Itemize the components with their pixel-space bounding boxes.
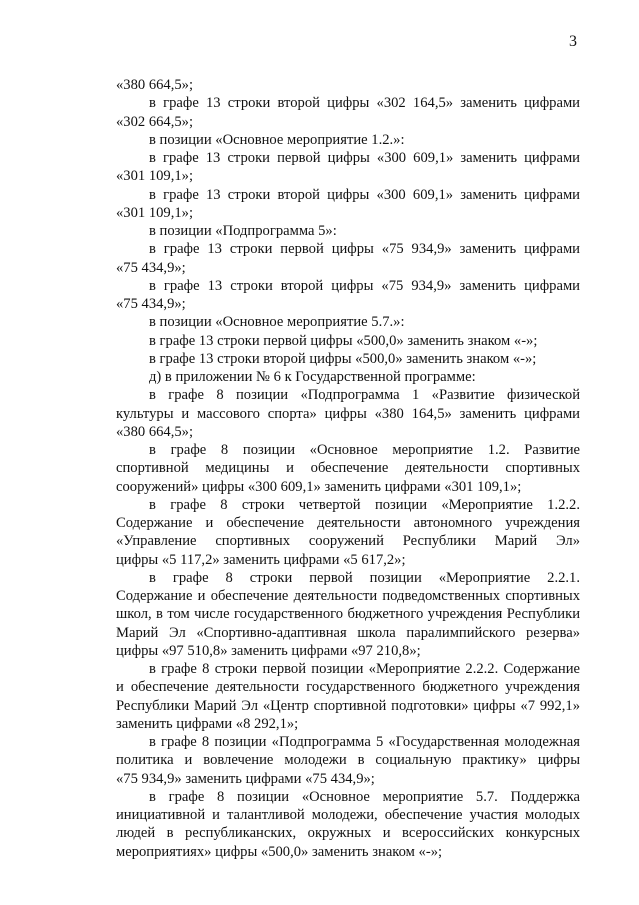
text-line: в графе 8 позиции «Подпрограмма 5 «Государственная молодежная [149,734,580,750]
text-line: в графе 8 строки первой позиции «Мероприятие 2.2.1. [149,569,580,586]
text-line: «Управление спортивных сооружений Республики Марий Эл» [116,533,580,550]
text-line: цифры «97 510,8» заменить цифрами «97 210,8»; [116,642,421,659]
text-line: мероприятиях» цифры «500,0» заменить знаком «-»; [116,843,443,860]
text-line: инициативной и талантливой молодежи, обеспечение участия молодых [116,807,580,823]
text-line: д) в приложении № 6 к Государственной программе: [149,369,476,385]
text-line: в графе 13 строки первой цифры «75 934,9» заменить цифрами [149,241,580,258]
text-line: школ, в том числе государственного бюджетного учреждения Республики [116,606,580,623]
text-line: людей в республиканских, окружных и всероссийских конкурсных [116,825,580,842]
text-line: в графе 13 строки первой цифры «500,0» заменить знаком «-»; [149,332,538,349]
text-line: в графе 8 позиции «Основное мероприятие 1.2. Развитие [149,442,580,458]
text-line: Содержание и обеспечение деятельности подведомственных спортивных [116,588,580,604]
text-line: культуры и массового спорта» цифры «380 164,5» заменить цифрами [116,405,580,422]
text-line: в графе 13 строки второй цифры «300 609,1» заменить цифрами [149,186,580,203]
text-line: в графе 8 строки четвертой позиции «Мероприятие 1.2.2. [149,496,580,513]
text-line: в графе 13 строки второй цифры «75 934,9» заменить цифрами [149,277,580,294]
text-line: Республики Марий Эл «Центр спортивной подготовки» цифры «7 992,1» [116,697,580,714]
text-line: в графе 8 позиции «Подпрограмма 1 «Развитие физической [149,387,580,404]
text-line: в позиции «Подпрограмма 5»: [149,223,337,239]
text-line: цифры «5 117,2» заменить цифрами «5 617,2»; [116,551,406,568]
text-line: заменить цифрами «8 292,1»; [116,715,299,732]
page-number: 3 [569,33,577,50]
text-line: и обеспечение деятельности государственного бюджетного учреждения [116,679,580,696]
text-line: политика и вовлечение молодежи в социальную практику» цифры [116,752,580,769]
text-line: «380 664,5»; [116,423,194,440]
text-line: «75 934,9» заменить цифрами «75 434,9»; [116,770,375,787]
text-line: в графе 8 строки первой позиции «Мероприятие 2.2.2. Содержание [149,661,580,677]
text-line: «301 109,1»; [116,204,194,221]
text-line: в позиции «Основное мероприятие 1.2.»: [149,131,405,148]
text-line: «75 434,9»; [116,259,186,276]
text-line: в позиции «Основное мероприятие 5.7.»: [149,314,405,331]
text-line: Марий Эл «Спортивно-адаптивная школа паралимпийского резерва» [116,624,580,641]
text-line: в графе 13 строки первой цифры «300 609,1» заменить цифрами [149,150,580,166]
text-line: «301 109,1»; [116,168,194,185]
text-line: спортивной медицины и обеспечение деятельности спортивных [116,460,580,477]
text-line: в графе 13 строки второй цифры «500,0» заменить знаком «-»; [149,350,537,367]
text-line: Содержание и обеспечение деятельности автономного учреждения [116,515,580,531]
text-line: «75 434,9»; [116,296,186,312]
document-body [116,76,580,861]
text-line: в графе 8 позиции «Основное мероприятие 5.7. Поддержка [149,788,580,805]
text-line: сооружений» цифры «300 609,1» заменить цифрами «301 109,1»; [116,478,522,495]
text-line: в графе 13 строки второй цифры «302 164,5» заменить цифрами [149,95,580,112]
text-line: «302 664,5»; [116,113,194,130]
text-line: «380 664,5»; [116,77,194,93]
